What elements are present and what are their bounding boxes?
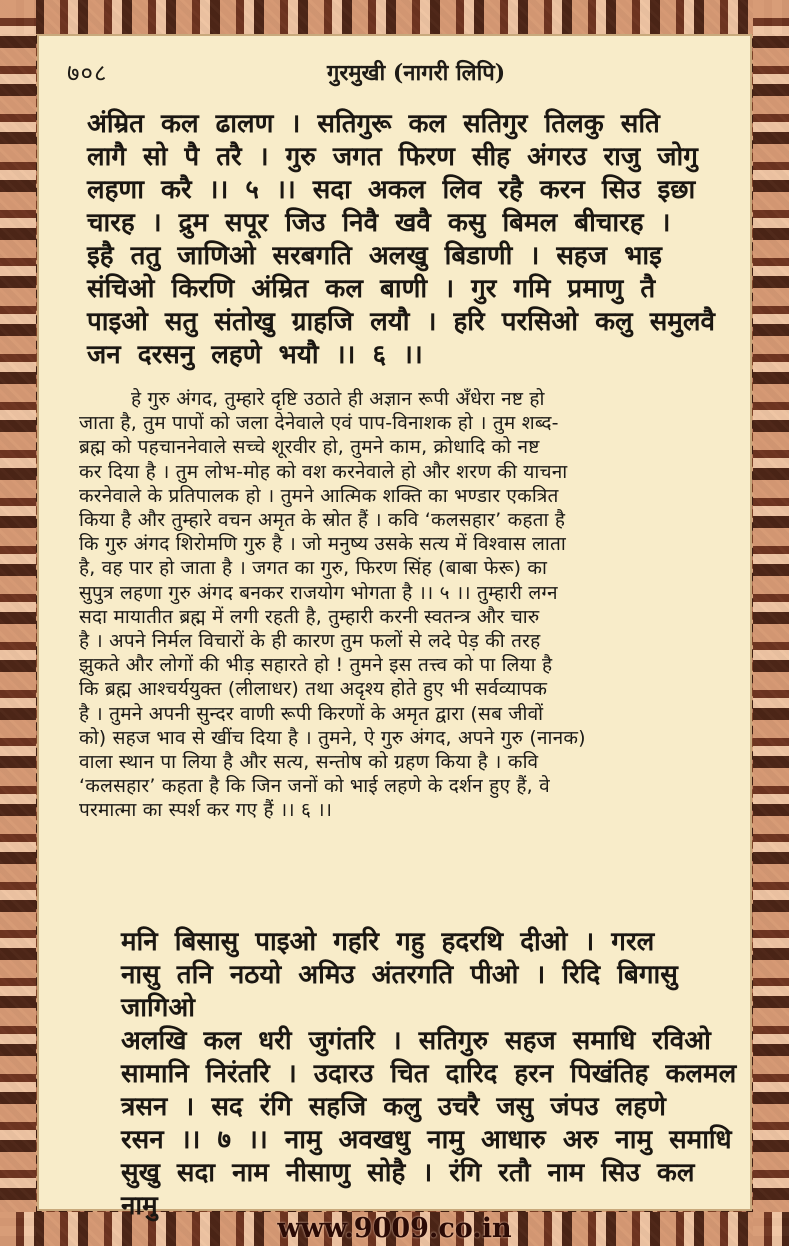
- translation-line: है, वह पार हो जाता है । जगत का गुरु, फिरण सिंह (बाबा फेरू) का: [79, 557, 548, 580]
- translation-line: कर दिया है । तुम लोभ-मोह को वश करनेवाले हो और शरण की याचना: [79, 460, 568, 483]
- verse-line: त्रसन । सद रंगि सहजि कलु उचरै जसु जंपउ लहणे: [121, 1092, 666, 1122]
- translation-line: परमात्मा का स्पर्श कर गए हैं ।। ६ ।।: [79, 799, 333, 822]
- translation-line: सुपुत्र लहणा गुरु अंगद बनकर राजयोग भोगता है ।। ५ ।। तुम्हारी लग्न: [79, 581, 558, 604]
- translation-line: हे गुरु अंगद, तुम्हारे दृष्टि उठाते ही अज्ञान रूपी अँधेरा नष्ट हो: [131, 388, 545, 410]
- verse-line: नासु तनि नठयो अमिउ अंतरगति पीओ । रिदि बिगासु जागिओ: [121, 960, 678, 1023]
- page-header: [67, 56, 722, 90]
- translation-line: वाला स्थान पा लिया है और सत्य, सन्तोष को ग्रहण किया है । कवि: [79, 751, 539, 774]
- border-ornament-top: [0, 0, 789, 34]
- verse-line: अलखि कल धरी जुगंतरि । सतिगुरु सहज समाधि रविओ: [121, 1026, 711, 1056]
- translation-line: किया है और तुम्हारे वचन अमृत के स्रोत हैं । कवि ‘कलसहार’ कहता है: [79, 509, 566, 532]
- translation-line: कि ब्रह्म आश्चर्ययुक्त (लीलाधर) तथा अदृश्य होते हुए भी सर्वव्यापक: [79, 678, 548, 701]
- translation-block: [79, 387, 733, 823]
- translation-line: को) सहज भाव से खींच दिया है । तुमने, ऐ गुरु अंगद, अपने गुरु (नानक): [79, 726, 586, 749]
- verse-line: रसन ।। ७ ।। नामु अवखधु नामु आधारु अरु नामु समाधि: [121, 1125, 732, 1155]
- page: [37, 34, 752, 1221]
- translation-line: है । तुमने अपनी सुन्दर वाणी रूपी किरणों के अमृत द्वारा (सब जीवों: [79, 702, 544, 725]
- translation-line: जाता है, तुम पापों को जला देनेवाले एवं पाप-विनाशक हो । तुम शब्द-: [79, 412, 559, 435]
- border-ornament-left: [0, 0, 36, 1246]
- verse-line: सामानि निरंतरि । उदारउ चित दारिद हरन पिखंतिह कलमल: [121, 1059, 737, 1089]
- verse-line: संचिओ किरणि अंम्रित कल बाणी । गुर गमि प्रमाणु तै: [87, 274, 656, 304]
- verse-block-2: [121, 926, 745, 1223]
- verse-line: चारह । द्रुम सपूर जिउ निवै खवै कसु बिमल बीचारह ।: [87, 208, 671, 238]
- verse-line: लहणा करै ।। ५ ।। सदा अकल लिव रहै करन सिउ इछा: [87, 175, 696, 205]
- translation-line: कि गुरु अंगद शिरोमणि गुरु है । जो मनुष्य उसके सत्य में विश्वास लाता: [79, 533, 567, 556]
- translation-line: करनेवाले के प्रतिपालक हो । तुमने आत्मिक शक्ति का भण्डार एकत्रित: [79, 484, 559, 507]
- footer-url: www.9009.co.in: [277, 1213, 512, 1244]
- verse-line: जन दरसनु लहणे भयौ ।। ६ ।।: [87, 340, 423, 370]
- page-number: ७०८: [67, 59, 108, 87]
- verse-line: सुखु सदा नाम नीसाणु सोहै । रंगि रतौ नाम सिउ कल नामु: [121, 1158, 695, 1221]
- verse-block-1: [87, 108, 733, 372]
- translation-line: ‘कलसहार’ कहता है कि जिन जनों को भाई लहणे के दर्शन हुए हैं, वे: [79, 775, 550, 798]
- translation-line: झुकते और लोगों की भीड़ सहारते हो ! तुमने इस तत्त्व को पा लिया है: [79, 654, 553, 677]
- border-ornament-right: [753, 0, 789, 1246]
- translation-line: है । अपने निर्मल विचारों के ही कारण तुम फलों से लदे पेड़ की तरह: [79, 630, 541, 653]
- translation-line: सदा मायातीत ब्रह्म में लगी रहती है, तुम्हारी करनी स्वतन्त्र और चारु: [79, 605, 540, 628]
- page-title: गुरमुखी (नागरी लिपि): [327, 60, 506, 86]
- verse-line: लागै सो पै तरै । गुरु जगत फिरण सीह अंगरउ राजु जोगु: [87, 142, 698, 172]
- translation-line: ब्रह्म को पहचाननेवाले सच्चे शूरवीर हो, तुमने काम, क्रोधादि को नष्ट: [79, 436, 540, 459]
- verse-line: पाइओ सतु संतोखु ग्राहजि लयौ । हरि परसिओ कलु समुलवै: [87, 307, 715, 337]
- verse-line: इहै ततु जाणिओ सरबगति अलखु बिडाणी । सहज भाइ: [87, 241, 662, 271]
- verse-line: अंम्रित कल ढालण । सतिगुरू कल सतिगुर तिलकु सति: [87, 109, 660, 139]
- verse-line: मनि बिसासु पाइओ गहरि गहु हदरथि दीओ । गरल: [121, 927, 655, 957]
